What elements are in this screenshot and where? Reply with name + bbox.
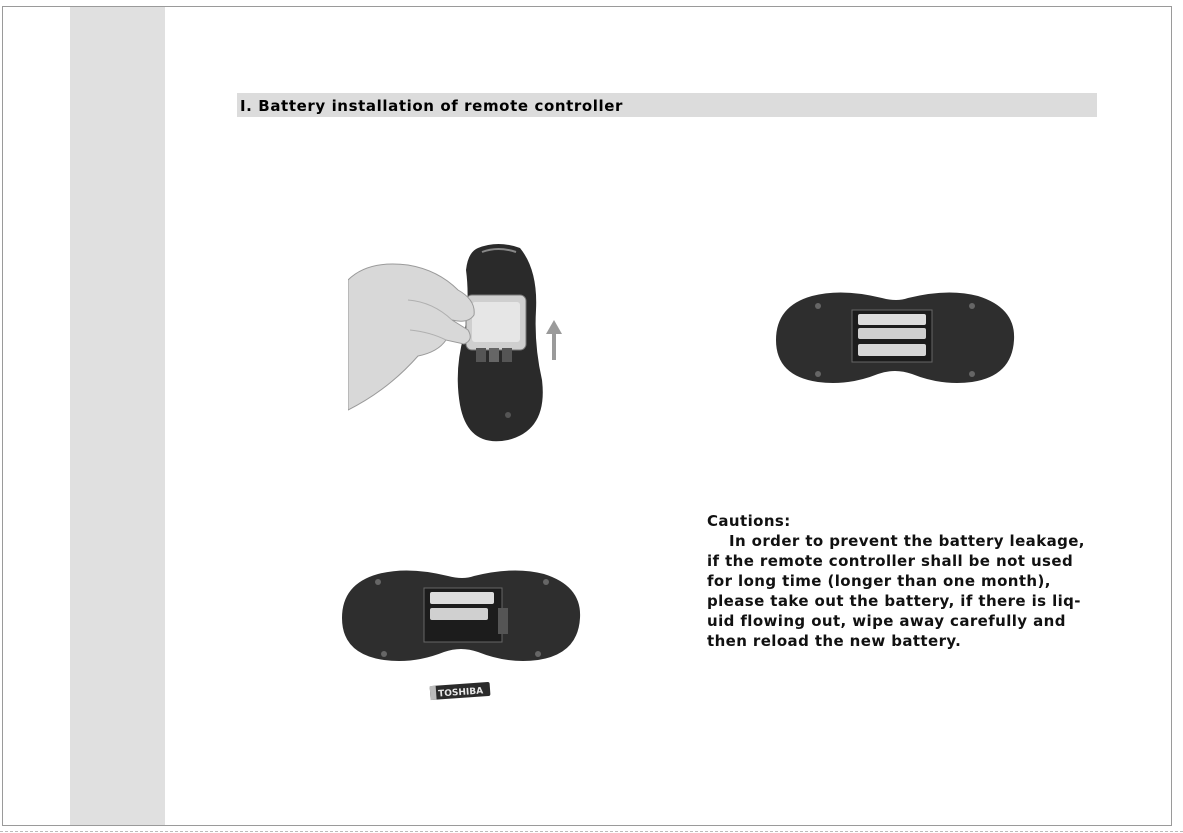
page-bottom-rule (0, 831, 1183, 832)
cautions-body: In order to prevent the battery leakage, if the remote controller shall be not used for long time (longer than one month), please take out the battery, if there is liq-uid flowing out, wipe away carefully and then reload the new battery. (707, 532, 1085, 650)
figure-three-batteries (772, 288, 1018, 388)
section-heading: I. Battery installation of remote controller (237, 93, 1097, 117)
remote-inserting-battery-icon (338, 568, 584, 708)
cautions-title: Cautions: (707, 512, 791, 530)
figure-insert-battery (338, 568, 584, 708)
page-frame (2, 6, 1172, 826)
figure-remove-cover (348, 240, 578, 450)
remote-three-batteries-icon (772, 288, 1018, 388)
cautions-block (707, 511, 1097, 651)
side-margin-band (70, 7, 165, 825)
hand-opening-battery-cover-icon (348, 240, 578, 450)
battery-brand-label: TOSHIBA (437, 686, 484, 700)
